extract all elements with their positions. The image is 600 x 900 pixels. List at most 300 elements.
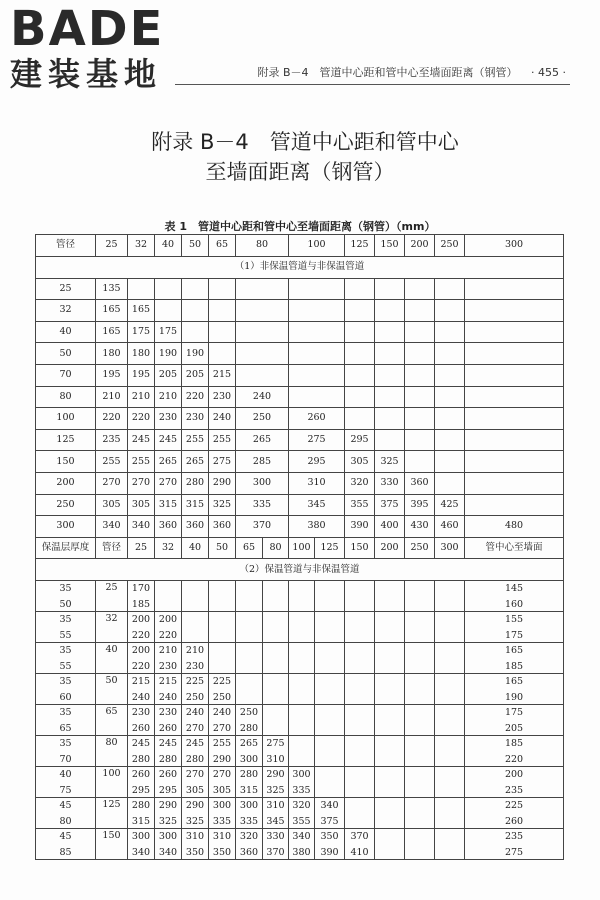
table-cell bbox=[345, 736, 375, 767]
cell-value-bottom: 305 bbox=[185, 784, 205, 796]
table-cell bbox=[182, 300, 209, 322]
table-cell bbox=[128, 643, 155, 674]
cell-value-bottom: 325 bbox=[158, 815, 178, 827]
table-cell bbox=[128, 798, 155, 829]
table-cell bbox=[405, 300, 435, 322]
cell-value-top: 155 bbox=[504, 613, 524, 625]
cell-value-top: 300 bbox=[158, 830, 178, 842]
table-cell: 255 bbox=[209, 429, 236, 451]
table-row bbox=[36, 386, 564, 408]
table-cell bbox=[209, 278, 236, 300]
cell-value-top: 35 bbox=[59, 582, 72, 594]
cell-value-top: 265 bbox=[239, 737, 259, 749]
table-cell bbox=[236, 343, 289, 365]
table-cell bbox=[345, 798, 375, 829]
table-cell bbox=[182, 829, 209, 860]
table-cell bbox=[236, 674, 263, 705]
table-cell bbox=[182, 674, 209, 705]
table-cell bbox=[182, 705, 209, 736]
row-header-cell: 25 bbox=[36, 278, 96, 300]
table-cell bbox=[435, 451, 465, 473]
header-cell: 65 bbox=[236, 537, 263, 559]
table-cell bbox=[263, 705, 289, 736]
table-cell: 390 bbox=[345, 516, 375, 538]
table-cell bbox=[128, 674, 155, 705]
table-cell bbox=[128, 767, 155, 798]
cell-value-bottom: 280 bbox=[131, 753, 151, 765]
table-cell: 295 bbox=[345, 429, 375, 451]
cell-value-top: 35 bbox=[59, 737, 72, 749]
table-cell bbox=[465, 472, 564, 494]
table-row bbox=[36, 472, 564, 494]
table-cell bbox=[465, 581, 564, 612]
table-cell: 260 bbox=[289, 408, 345, 430]
table-cell: 245 bbox=[128, 429, 155, 451]
table-cell: 50 bbox=[182, 235, 209, 257]
cell-value-top: 245 bbox=[185, 737, 205, 749]
running-header bbox=[257, 64, 566, 80]
table-cell bbox=[289, 343, 345, 365]
table-cell bbox=[345, 829, 375, 860]
header-cell: 80 bbox=[263, 537, 289, 559]
table-cell bbox=[209, 643, 236, 674]
table-cell bbox=[289, 612, 315, 643]
table-cell: 255 bbox=[182, 429, 209, 451]
table-cell bbox=[155, 612, 182, 643]
table-cell bbox=[405, 364, 435, 386]
table-cell bbox=[435, 300, 465, 322]
cell-value-bottom: 260 bbox=[158, 722, 178, 734]
table-cell bbox=[36, 767, 96, 798]
table-cell: 205 bbox=[155, 364, 182, 386]
cell-value-bottom: 280 bbox=[185, 753, 205, 765]
table-row bbox=[36, 364, 564, 386]
cell-value-top: 250 bbox=[239, 706, 259, 718]
table-cell: 315 bbox=[182, 494, 209, 516]
table-cell bbox=[155, 705, 182, 736]
table-cell: 235 bbox=[96, 429, 128, 451]
cell-value-bottom: 175 bbox=[504, 629, 524, 641]
cell-value-bottom: 340 bbox=[131, 846, 151, 858]
table-cell bbox=[289, 300, 345, 322]
cell-value-top: 340 bbox=[320, 799, 339, 811]
table-cell bbox=[263, 581, 289, 612]
table-cell bbox=[375, 643, 405, 674]
table-cell: 310 bbox=[289, 472, 345, 494]
table-cell: 215 bbox=[209, 364, 236, 386]
table-cell bbox=[289, 386, 345, 408]
header-row-1 bbox=[36, 235, 564, 257]
table-cell: 230 bbox=[182, 408, 209, 430]
table-cell bbox=[375, 343, 405, 365]
table-cell bbox=[345, 364, 375, 386]
table-cell bbox=[345, 705, 375, 736]
cell-value-top: 235 bbox=[504, 830, 524, 842]
table-cell: 375 bbox=[375, 494, 405, 516]
cell-value-top: 260 bbox=[158, 768, 178, 780]
cell-value-bottom: 55 bbox=[59, 660, 72, 672]
table-cell bbox=[465, 386, 564, 408]
table-cell bbox=[465, 705, 564, 736]
table-cell: 165 bbox=[96, 300, 128, 322]
table-cell bbox=[375, 386, 405, 408]
table-cell bbox=[128, 581, 155, 612]
cell-value-bottom: 350 bbox=[212, 846, 232, 858]
cell-value-top: 200 bbox=[504, 768, 524, 780]
cell-value-top: 290 bbox=[185, 799, 205, 811]
table-cell bbox=[375, 705, 405, 736]
table-cell: 210 bbox=[155, 386, 182, 408]
cell-value-bottom: 250 bbox=[185, 691, 205, 703]
table-cell: 340 bbox=[96, 516, 128, 538]
table-cell bbox=[36, 829, 96, 860]
cell-value-top: 280 bbox=[131, 799, 151, 811]
cell-value-bottom: 60 bbox=[59, 691, 72, 703]
table-cell bbox=[236, 278, 289, 300]
table-cell: 175 bbox=[128, 321, 155, 343]
table-cell: 125 bbox=[345, 235, 375, 257]
logo bbox=[10, 1, 170, 93]
cell-value-bottom: 315 bbox=[131, 815, 151, 827]
table-cell: 80 bbox=[236, 235, 289, 257]
table-cell bbox=[375, 408, 405, 430]
cell-value-bottom: 185 bbox=[131, 598, 151, 610]
table-cell bbox=[405, 674, 435, 705]
table-cell bbox=[375, 612, 405, 643]
cell-value-top: 45 bbox=[59, 830, 72, 842]
table-cell bbox=[155, 829, 182, 860]
table-cell: 210 bbox=[96, 386, 128, 408]
table-cell bbox=[36, 798, 96, 829]
table-cell bbox=[405, 736, 435, 767]
cell-value-top: 290 bbox=[158, 799, 178, 811]
table-cell bbox=[315, 612, 345, 643]
table-cell: 305 bbox=[128, 494, 155, 516]
table-cell: 430 bbox=[405, 516, 435, 538]
table-cell: 195 bbox=[128, 364, 155, 386]
page-title-line1: 附录 B－4 管道中心距和管中心 bbox=[151, 130, 459, 154]
cell-value-top: 210 bbox=[185, 644, 205, 656]
pipe-diameter-cell: 125 bbox=[96, 798, 128, 829]
cell-value-top: 290 bbox=[266, 768, 285, 780]
table-cell bbox=[182, 581, 209, 612]
cell-value-bottom: 75 bbox=[59, 784, 72, 796]
table-cell: 205 bbox=[182, 364, 209, 386]
table-cell bbox=[236, 705, 263, 736]
cell-value-bottom: 335 bbox=[292, 784, 311, 796]
table-cell bbox=[465, 494, 564, 516]
cell-value-top: 270 bbox=[185, 768, 205, 780]
table-cell bbox=[405, 429, 435, 451]
table-cell: 275 bbox=[209, 451, 236, 473]
cell-value-top: 330 bbox=[266, 830, 285, 842]
page-title-line2: 至墙面距离（钢管） bbox=[205, 160, 395, 184]
table-cell bbox=[289, 736, 315, 767]
table-cell: 280 bbox=[182, 472, 209, 494]
cell-value-top: 300 bbox=[239, 799, 259, 811]
table-cell: 100 bbox=[289, 235, 345, 257]
table-cell: 320 bbox=[345, 472, 375, 494]
table-cell: 325 bbox=[375, 451, 405, 473]
cell-value-top: 165 bbox=[504, 644, 524, 656]
table-cell bbox=[289, 705, 315, 736]
table-cell bbox=[236, 321, 289, 343]
table-cell bbox=[289, 674, 315, 705]
cell-value-bottom: 230 bbox=[158, 660, 178, 672]
table-cell: 305 bbox=[96, 494, 128, 516]
table-cell bbox=[263, 798, 289, 829]
cell-value-bottom: 50 bbox=[59, 598, 72, 610]
table-cell bbox=[435, 674, 465, 705]
header-cell: 125 bbox=[315, 537, 345, 559]
table-cell: 360 bbox=[405, 472, 435, 494]
row-header-cell: 300 bbox=[36, 516, 96, 538]
table-cell bbox=[345, 300, 375, 322]
cell-value-bottom: 345 bbox=[266, 815, 285, 827]
header-cell: 300 bbox=[435, 537, 465, 559]
cell-value-top: 240 bbox=[212, 706, 232, 718]
table-cell bbox=[465, 767, 564, 798]
cell-value-bottom: 410 bbox=[350, 846, 369, 858]
logo-wordmark: BADE bbox=[10, 1, 165, 57]
table-cell bbox=[465, 429, 564, 451]
table-cell bbox=[155, 643, 182, 674]
table-cell bbox=[405, 643, 435, 674]
table-cell bbox=[465, 674, 564, 705]
table-cell bbox=[155, 736, 182, 767]
table-cell: 345 bbox=[289, 494, 345, 516]
table-cell bbox=[209, 581, 236, 612]
table-cell bbox=[155, 767, 182, 798]
cell-value-top: 260 bbox=[131, 768, 151, 780]
cell-value-bottom: 350 bbox=[185, 846, 205, 858]
cell-value-bottom: 260 bbox=[504, 815, 524, 827]
row-header-cell: 32 bbox=[36, 300, 96, 322]
pipe-diameter-cell: 150 bbox=[96, 829, 128, 860]
table-cell: 25 bbox=[96, 235, 128, 257]
table-cell: 270 bbox=[155, 472, 182, 494]
pipe-diameter-cell: 50 bbox=[96, 674, 128, 705]
table-cell bbox=[182, 321, 209, 343]
pipe-diameter-cell: 40 bbox=[96, 643, 128, 674]
pipe-diameter-cell: 80 bbox=[96, 736, 128, 767]
table-cell: 395 bbox=[405, 494, 435, 516]
table-cell bbox=[405, 767, 435, 798]
table-cell bbox=[128, 278, 155, 300]
cell-value-top: 245 bbox=[131, 737, 151, 749]
cell-value-bottom: 250 bbox=[212, 691, 232, 703]
table-cell: 250 bbox=[435, 235, 465, 257]
table-cell: 315 bbox=[155, 494, 182, 516]
table-cell bbox=[315, 643, 345, 674]
table-row bbox=[36, 674, 564, 705]
cell-value-bottom: 55 bbox=[59, 629, 72, 641]
row-header-cell: 125 bbox=[36, 429, 96, 451]
cell-value-top: 45 bbox=[59, 799, 72, 811]
cell-value-top: 300 bbox=[131, 830, 151, 842]
table-cell: 270 bbox=[96, 472, 128, 494]
cell-value-top: 255 bbox=[212, 737, 232, 749]
table-cell bbox=[465, 643, 564, 674]
table-cell bbox=[345, 408, 375, 430]
table-cell: 305 bbox=[345, 451, 375, 473]
cell-value-top: 340 bbox=[292, 830, 311, 842]
row-header-cell: 100 bbox=[36, 408, 96, 430]
table-cell bbox=[465, 612, 564, 643]
table-cell bbox=[315, 674, 345, 705]
cell-value-top: 35 bbox=[59, 613, 72, 625]
cell-value-bottom: 340 bbox=[158, 846, 178, 858]
table-cell bbox=[209, 829, 236, 860]
cell-value-top: 40 bbox=[59, 768, 72, 780]
cell-value-bottom: 380 bbox=[292, 846, 311, 858]
table-cell: 360 bbox=[209, 516, 236, 538]
table-cell: 400 bbox=[375, 516, 405, 538]
cell-value-top: 230 bbox=[158, 706, 178, 718]
row-header-cell: 200 bbox=[36, 472, 96, 494]
table-cell bbox=[465, 408, 564, 430]
table-cell bbox=[345, 643, 375, 674]
table-cell bbox=[435, 705, 465, 736]
cell-value-top: 370 bbox=[350, 830, 369, 842]
table-cell bbox=[435, 364, 465, 386]
table-cell: 150 bbox=[375, 235, 405, 257]
table-cell bbox=[236, 643, 263, 674]
cell-value-top: 200 bbox=[158, 613, 178, 625]
table-cell: 355 bbox=[345, 494, 375, 516]
cell-value-top: 225 bbox=[212, 675, 232, 687]
table-row bbox=[36, 408, 564, 430]
cell-value-bottom: 220 bbox=[504, 753, 524, 765]
table-cell bbox=[435, 408, 465, 430]
cell-value-top: 185 bbox=[504, 737, 524, 749]
table-cell bbox=[375, 364, 405, 386]
table-cell bbox=[289, 364, 345, 386]
table-cell bbox=[465, 736, 564, 767]
table-cell: 265 bbox=[236, 429, 289, 451]
table-cell bbox=[155, 798, 182, 829]
table-cell: 380 bbox=[289, 516, 345, 538]
table-cell bbox=[36, 705, 96, 736]
table-cell bbox=[435, 612, 465, 643]
table-row bbox=[36, 300, 564, 322]
table-cell: 255 bbox=[128, 451, 155, 473]
cell-value-top: 200 bbox=[131, 613, 151, 625]
cell-value-bottom: 325 bbox=[185, 815, 205, 827]
row-header-cell: 管径 bbox=[36, 235, 96, 257]
table-cell bbox=[263, 643, 289, 674]
table-row bbox=[36, 705, 564, 736]
table-cell bbox=[289, 798, 315, 829]
cell-value-top: 310 bbox=[212, 830, 232, 842]
table-cell bbox=[465, 321, 564, 343]
cell-value-bottom: 270 bbox=[185, 722, 205, 734]
header-cell: 50 bbox=[209, 537, 236, 559]
table-cell: 210 bbox=[128, 386, 155, 408]
cell-value-bottom: 295 bbox=[158, 784, 178, 796]
table-cell: 335 bbox=[236, 494, 289, 516]
cell-value-bottom: 185 bbox=[504, 660, 524, 672]
table-cell: 180 bbox=[128, 343, 155, 365]
table-cell bbox=[465, 278, 564, 300]
table-cell: 250 bbox=[236, 408, 289, 430]
cell-value-top: 225 bbox=[185, 675, 205, 687]
cell-value-top: 320 bbox=[292, 799, 311, 811]
cell-value-bottom: 240 bbox=[158, 691, 178, 703]
table-cell: 240 bbox=[236, 386, 289, 408]
table-cell: 230 bbox=[209, 386, 236, 408]
cell-value-top: 275 bbox=[266, 737, 285, 749]
table-row bbox=[36, 343, 564, 365]
header-cell: 40 bbox=[182, 537, 209, 559]
table-cell: 370 bbox=[236, 516, 289, 538]
table-cell bbox=[315, 736, 345, 767]
cell-value-top: 320 bbox=[239, 830, 259, 842]
row-header-cell: 40 bbox=[36, 321, 96, 343]
cell-value-bottom: 220 bbox=[158, 629, 178, 641]
table-cell bbox=[182, 736, 209, 767]
table-cell: 220 bbox=[182, 386, 209, 408]
table-cell bbox=[465, 798, 564, 829]
table-cell bbox=[236, 364, 289, 386]
table-cell bbox=[236, 612, 263, 643]
cell-value-bottom: 80 bbox=[59, 815, 72, 827]
table-cell bbox=[182, 767, 209, 798]
table-row bbox=[36, 643, 564, 674]
cell-value-bottom: 370 bbox=[266, 846, 285, 858]
running-title: 附录 B－4 管道中心距和管中心至墙面距离（钢管） bbox=[257, 66, 518, 79]
page-number: · 455 · bbox=[531, 66, 566, 79]
cell-value-top: 310 bbox=[185, 830, 205, 842]
header-cell: 32 bbox=[155, 537, 182, 559]
cell-value-bottom: 295 bbox=[131, 784, 151, 796]
table-cell bbox=[435, 829, 465, 860]
table-cell: 200 bbox=[405, 235, 435, 257]
table-cell: 245 bbox=[155, 429, 182, 451]
table-cell bbox=[315, 767, 345, 798]
table-cell: 175 bbox=[155, 321, 182, 343]
cell-value-bottom: 240 bbox=[131, 691, 151, 703]
cell-value-bottom: 310 bbox=[266, 753, 285, 765]
page-title bbox=[0, 127, 600, 187]
cell-value-bottom: 220 bbox=[131, 629, 151, 641]
cell-value-top: 240 bbox=[185, 706, 205, 718]
table-cell bbox=[182, 612, 209, 643]
table-cell bbox=[375, 429, 405, 451]
cell-value-bottom: 65 bbox=[59, 722, 72, 734]
pipe-diameter-cell: 32 bbox=[96, 612, 128, 643]
cell-value-top: 200 bbox=[131, 644, 151, 656]
cell-value-bottom: 290 bbox=[212, 753, 232, 765]
table-cell: 230 bbox=[155, 408, 182, 430]
cell-value-top: 280 bbox=[239, 768, 259, 780]
table-cell bbox=[435, 736, 465, 767]
table-cell bbox=[209, 321, 236, 343]
table-cell bbox=[289, 321, 345, 343]
table-cell bbox=[375, 278, 405, 300]
cell-value-bottom: 305 bbox=[212, 784, 232, 796]
table-cell bbox=[405, 798, 435, 829]
table-row bbox=[36, 278, 564, 300]
table-cell bbox=[128, 736, 155, 767]
section-1-title-row bbox=[36, 256, 564, 278]
table-cell bbox=[315, 798, 345, 829]
header-cell: 200 bbox=[375, 537, 405, 559]
table-cell: 135 bbox=[96, 278, 128, 300]
table-cell: 165 bbox=[96, 321, 128, 343]
table-cell bbox=[435, 278, 465, 300]
table-cell bbox=[289, 643, 315, 674]
